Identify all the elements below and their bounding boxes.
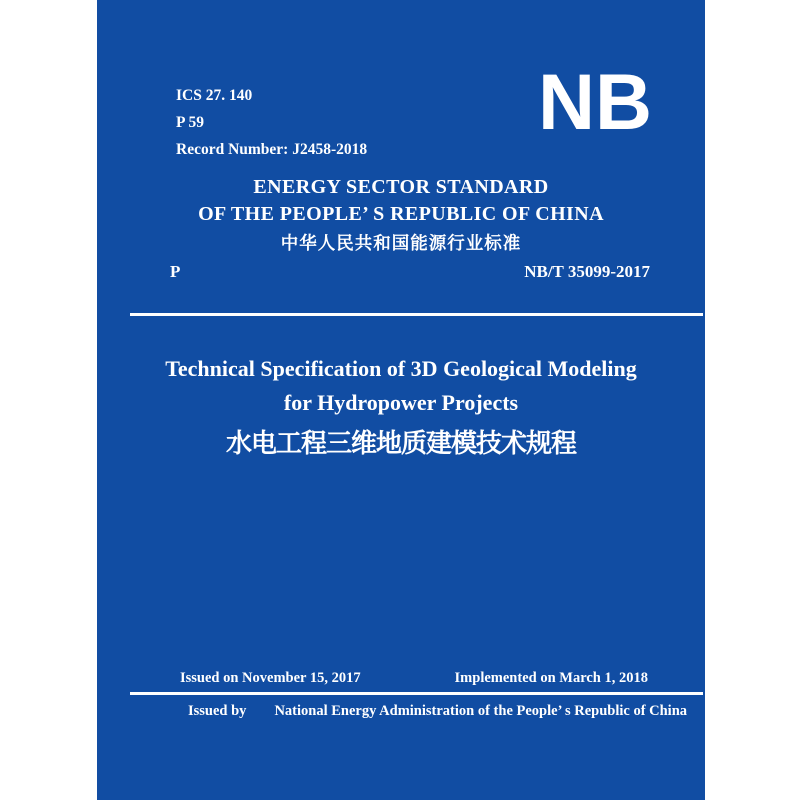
- dates-row: [180, 668, 648, 688]
- standard-number: NB/T 35099-2017: [524, 262, 650, 281]
- ics-code: ICS 27. 140: [176, 87, 253, 104]
- classification-code: P 59: [176, 114, 204, 131]
- issued-by-row: [188, 701, 687, 721]
- bottom-divider-line: [130, 692, 703, 695]
- classification-letter: P: [170, 262, 181, 281]
- classification-and-number-row: [170, 262, 650, 282]
- ics-block: [176, 82, 367, 163]
- title-english-line2: for Hydropower Projects: [283, 390, 519, 415]
- top-divider-line: [130, 313, 703, 316]
- nb-logo: NB: [538, 57, 653, 146]
- standard-type-chinese: 中华人民共和国能源行业标准: [280, 233, 522, 253]
- record-number: Record Number: J2458-2018: [176, 141, 368, 158]
- implemented-date: Implemented on March 1, 2018: [454, 670, 648, 686]
- standard-type-english-line1: ENERGY SECTOR STANDARD: [253, 176, 549, 198]
- issued-by-value: National Energy Administration of the People’ s Republic of China: [274, 703, 688, 719]
- title-english-line1: Technical Specification of 3D Geological Modeling: [165, 356, 637, 381]
- issued-date: Issued on November 15, 2017: [180, 670, 361, 686]
- blue-cover: [97, 0, 705, 800]
- standard-type-english-line2: OF THE PEOPLE’ S REPUBLIC OF CHINA: [198, 203, 604, 225]
- title-chinese: 水电工程三维地质建模技术规程: [225, 428, 576, 458]
- issued-by-label: Issued by: [188, 703, 247, 719]
